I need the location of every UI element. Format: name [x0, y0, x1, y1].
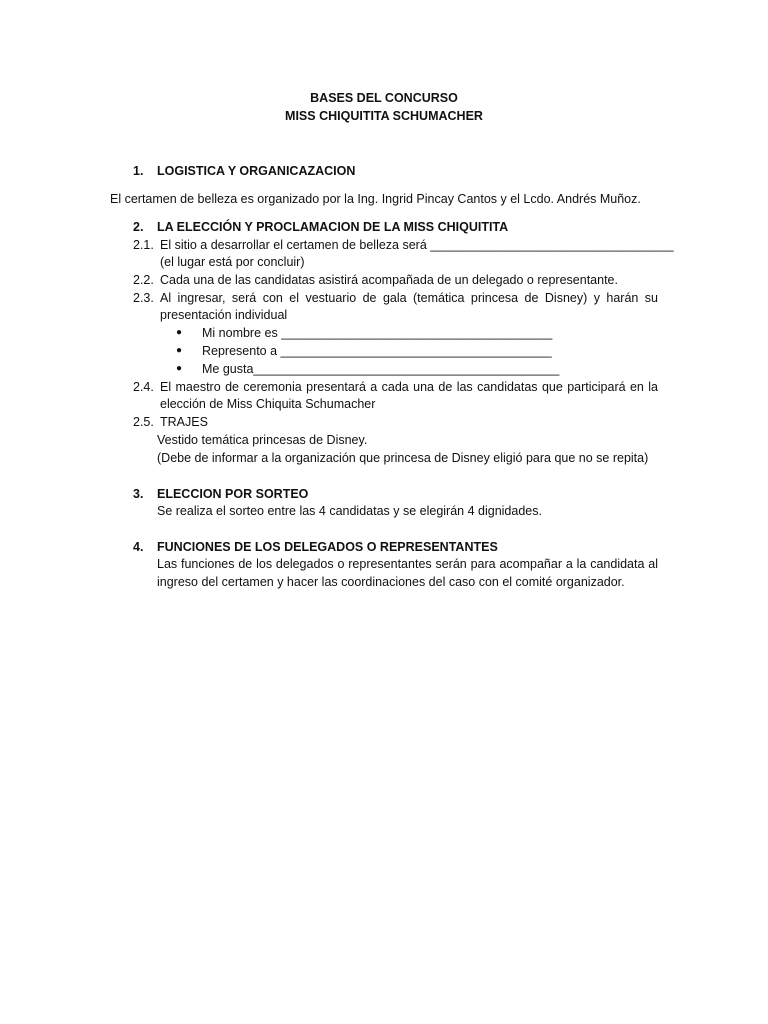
section4-number: 4. [133, 540, 144, 554]
section1-text: El certamen de belleza es organizado por la Ing. Ingrid Pincay Cantos y el Lcdo. Andrés Muñoz. [110, 192, 641, 206]
bullet-mi-nombre: Mi nombre es _______________________________________ [202, 326, 553, 340]
section3-text: Se realiza el sorteo entre las 4 candidatas y se elegirán 4 dignidades. [157, 504, 542, 518]
bullet-represento: Represento a _______________________________________ [202, 344, 552, 358]
item-2-5-number: 2.5. [133, 415, 154, 429]
document-title-line2: MISS CHIQUITITA SCHUMACHER [285, 109, 483, 123]
document-title-line1: BASES DEL CONCURSO [310, 91, 458, 105]
item-2-2-line1: Cada una de las candidatas asistirá acompañada de un delegado o representante. [160, 273, 618, 287]
item-2-3-line2: presentación individual [160, 308, 288, 322]
item-2-5-line1: Vestido temática princesas de Disney. [157, 433, 368, 447]
bullet-icon: ● [176, 327, 183, 338]
section2-heading: LA ELECCIÓN Y PROCLAMACION DE LA MISS CHIQUITITA [157, 220, 509, 234]
item-2-4-line2: elección de Miss Chiquita Schumacher [160, 397, 376, 411]
section3-heading: ELECCION POR SORTEO [157, 487, 309, 501]
item-2-4-number: 2.4. [133, 380, 154, 394]
section1-number: 1. [133, 164, 144, 178]
item-2-2-number: 2.2. [133, 273, 154, 287]
section4-heading: FUNCIONES DE LOS DELEGADOS O REPRESENTANTES [157, 540, 498, 554]
section3-number: 3. [133, 487, 144, 501]
bullet-icon: ● [176, 363, 183, 374]
item-2-5-heading: TRAJES [160, 415, 208, 429]
item-2-1-line2: (el lugar está por concluir) [160, 255, 305, 269]
bullet-icon: ● [176, 345, 183, 356]
section4-line2: ingreso del certamen y hacer las coordinaciones del caso con el comité organizador. [157, 575, 625, 589]
section4-line1: Las funciones de los delegados o representantes serán para acompañar a la candidata al [157, 557, 658, 571]
item-2-3-line1: Al ingresar, será con el vestuario de gala (temática princesa de Disney) y harán su [160, 291, 658, 305]
item-2-1-number: 2.1. [133, 238, 154, 252]
section1-heading: LOGISTICA Y ORGANICAZACION [157, 164, 356, 178]
bullet-me-gusta: Me gusta____________________________________________ [202, 362, 560, 376]
item-2-5-line2: (Debe de informar a la organización que princesa de Disney eligió para que no se repita) [157, 451, 649, 465]
section2-number: 2. [133, 220, 144, 234]
item-2-3-number: 2.3. [133, 291, 154, 305]
item-2-1-line1: El sitio a desarrollar el certamen de belleza será ___________________________________ [160, 238, 674, 252]
item-2-4-line1: El maestro de ceremonia presentará a cada una de las candidatas que participará en la [160, 380, 658, 394]
